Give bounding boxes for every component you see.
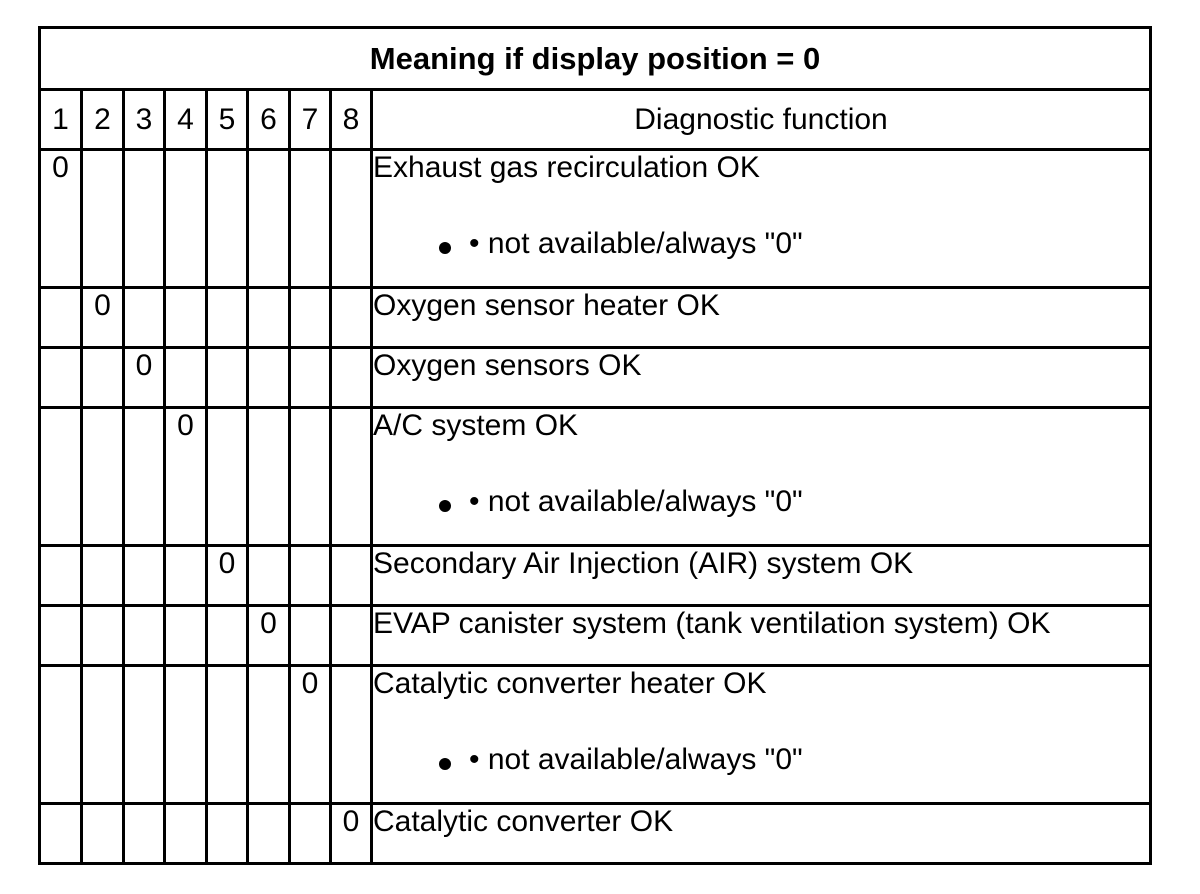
function-header: Diagnostic function [372, 90, 1151, 150]
position-cell [165, 804, 207, 864]
position-header: 6 [248, 90, 290, 150]
position-cell [40, 348, 82, 408]
function-label: Catalytic converter OK [373, 805, 674, 838]
function-cell [372, 804, 1151, 864]
position-cell [124, 546, 165, 606]
function-note [373, 743, 1149, 777]
table-row [40, 546, 1151, 606]
table-row [40, 606, 1151, 666]
function-label: Oxygen sensor heater OK [373, 289, 720, 322]
position-cell [82, 546, 124, 606]
position-cell [40, 804, 82, 864]
bullet-icon [439, 242, 451, 254]
function-cell [372, 546, 1151, 606]
table-row [40, 348, 1151, 408]
position-cell [290, 348, 331, 408]
position-cell [124, 288, 165, 348]
position-value: 0 [165, 408, 207, 546]
position-cell [40, 546, 82, 606]
function-cell [372, 606, 1151, 666]
position-header: 4 [165, 90, 207, 150]
position-cell [165, 288, 207, 348]
position-header: 2 [82, 90, 124, 150]
position-cell [331, 666, 372, 804]
function-cell [372, 666, 1151, 804]
position-cell [165, 666, 207, 804]
position-value: 0 [331, 804, 372, 864]
position-cell [331, 546, 372, 606]
position-cell [290, 606, 331, 666]
position-value: 0 [207, 546, 248, 606]
table-row [40, 408, 1151, 546]
table-row [40, 288, 1151, 348]
position-cell [331, 606, 372, 666]
function-note [373, 485, 1149, 519]
position-cell [165, 546, 207, 606]
position-cell [331, 150, 372, 288]
position-cell [40, 288, 82, 348]
position-cell [331, 408, 372, 546]
bullet-icon [439, 758, 451, 770]
position-cell [331, 288, 372, 348]
table-body [40, 150, 1151, 864]
position-value: 0 [124, 348, 165, 408]
note-text: • not available/always "0" [469, 227, 803, 260]
position-cell [207, 288, 248, 348]
position-cell [248, 546, 290, 606]
position-value: 0 [82, 288, 124, 348]
position-header: 5 [207, 90, 248, 150]
note-text: • not available/always "0" [469, 743, 803, 776]
table-title: Meaning if display position = 0 [40, 28, 1151, 90]
position-cell [82, 150, 124, 288]
position-cell [207, 666, 248, 804]
function-note [373, 227, 1149, 261]
position-cell [165, 348, 207, 408]
position-cell [82, 804, 124, 864]
position-cell [248, 408, 290, 546]
function-cell [372, 348, 1151, 408]
position-cell [40, 408, 82, 546]
position-cell [124, 408, 165, 546]
position-cell [207, 804, 248, 864]
function-label: Oxygen sensors OK [373, 349, 642, 382]
position-cell [207, 348, 248, 408]
position-cell [82, 666, 124, 804]
header-row [40, 90, 1151, 150]
position-cell [82, 348, 124, 408]
position-cell [207, 408, 248, 546]
position-value: 0 [248, 606, 290, 666]
position-cell [248, 150, 290, 288]
position-cell [248, 288, 290, 348]
position-cell [290, 150, 331, 288]
position-cell [248, 804, 290, 864]
position-header: 8 [331, 90, 372, 150]
position-value: 0 [40, 150, 82, 288]
diagnostic-table [38, 26, 1152, 865]
bullet-icon [439, 500, 451, 512]
table-row [40, 804, 1151, 864]
function-label: EVAP canister system (tank ventilation system) OK [373, 607, 1051, 640]
position-cell [124, 804, 165, 864]
function-label: A/C system OK [373, 409, 579, 442]
position-cell [290, 408, 331, 546]
function-cell [372, 408, 1151, 546]
position-cell [207, 150, 248, 288]
table-row [40, 666, 1151, 804]
table-row [40, 150, 1151, 288]
position-cell [124, 666, 165, 804]
position-cell [165, 150, 207, 288]
function-label: Secondary Air Injection (AIR) system OK [373, 547, 914, 580]
position-cell [82, 606, 124, 666]
function-cell [372, 288, 1151, 348]
position-value: 0 [290, 666, 331, 804]
function-cell [372, 150, 1151, 288]
function-label: Exhaust gas recirculation OK [373, 151, 760, 184]
position-cell [124, 606, 165, 666]
position-cell [248, 348, 290, 408]
position-cell [82, 408, 124, 546]
position-header: 3 [124, 90, 165, 150]
note-text: • not available/always "0" [469, 485, 803, 518]
position-cell [165, 606, 207, 666]
position-cell [124, 150, 165, 288]
position-cell [207, 606, 248, 666]
position-cell [248, 666, 290, 804]
position-header: 1 [40, 90, 82, 150]
position-cell [290, 546, 331, 606]
position-cell [40, 666, 82, 804]
position-cell [331, 348, 372, 408]
function-label: Catalytic converter heater OK [373, 667, 767, 700]
position-header: 7 [290, 90, 331, 150]
position-cell [40, 606, 82, 666]
position-cell [290, 288, 331, 348]
position-cell [290, 804, 331, 864]
